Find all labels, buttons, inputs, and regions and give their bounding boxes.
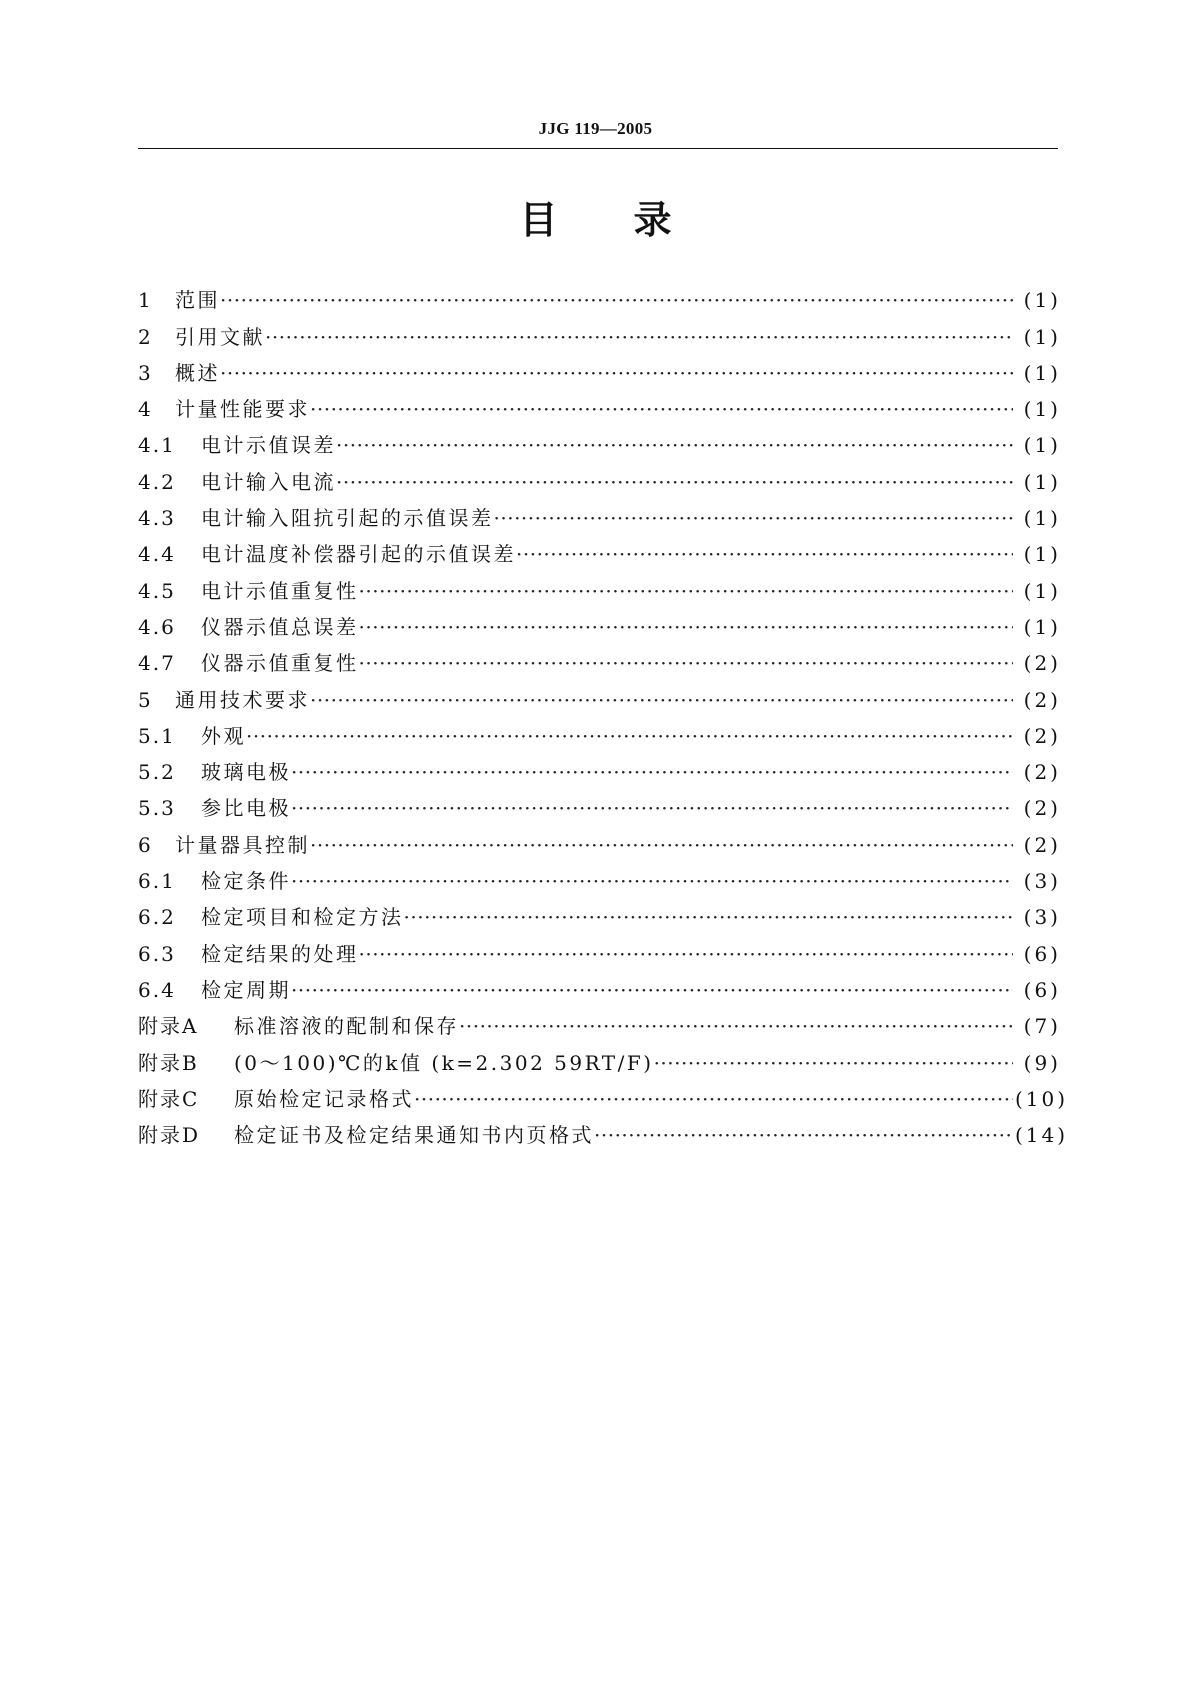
toc-entry-4-6[interactable] (138, 605, 1061, 641)
toc-entry-page: (10) (1015, 1086, 1069, 1111)
toc-entry-5-1[interactable] (138, 714, 1061, 750)
toc-entry-page: (3) (1023, 905, 1061, 930)
toc-entry-page: (1) (1023, 360, 1061, 385)
toc-entry-number: 4.4 (138, 542, 176, 567)
toc-entry-number: 附录B (138, 1050, 199, 1075)
toc-entry-4-2[interactable] (138, 459, 1061, 495)
toc-dot-leader (291, 758, 1013, 786)
toc-entry-page: (1) (1023, 324, 1061, 349)
toc-entry-label: 检定证书及检定结果通知书内页格式 (234, 1123, 594, 1148)
toc-dot-leader (654, 1049, 1013, 1077)
toc-entry-label: 检定结果的处理 (201, 941, 359, 966)
toc-dot-leader (359, 940, 1014, 968)
toc-dot-leader (265, 323, 1013, 351)
toc-dot-leader (310, 395, 1013, 423)
toc-entry-number: 附录A (138, 1014, 199, 1039)
toc-entry-number: 4 (138, 397, 153, 422)
toc-dot-leader (494, 504, 1014, 532)
toc-entry-appendix-d[interactable] (138, 1113, 1069, 1149)
toc-entry-6[interactable] (138, 822, 1061, 858)
toc-entry-4-5[interactable] (138, 568, 1061, 604)
toc-entry-number: 4.3 (138, 506, 176, 531)
toc-entry-6-2[interactable] (138, 895, 1061, 931)
table-of-contents (138, 278, 1069, 1149)
toc-entry-label: 计量器具控制 (175, 832, 310, 857)
toc-entry-4-3[interactable] (138, 496, 1061, 532)
toc-dot-leader (516, 540, 1013, 568)
toc-entry-number: 6.1 (138, 869, 176, 894)
toc-entry-5[interactable] (138, 677, 1061, 713)
toc-entry-page: (2) (1023, 651, 1061, 676)
toc-entry-4[interactable] (138, 387, 1061, 423)
toc-entry-number: 6.3 (138, 941, 176, 966)
toc-entry-page: (1) (1023, 614, 1061, 639)
toc-entry-page: (7) (1023, 1014, 1061, 1039)
toc-dot-leader (594, 1121, 1013, 1149)
toc-entry-label: 原始检定记录格式 (234, 1086, 414, 1111)
toc-entry-label: 玻璃电极 (201, 760, 291, 785)
toc-entry-page: (14) (1015, 1123, 1069, 1148)
toc-dot-leader (310, 686, 1013, 714)
toc-entry-4-7[interactable] (138, 641, 1061, 677)
toc-entry-number: 5 (138, 687, 153, 712)
toc-entry-number: 3 (138, 360, 153, 385)
toc-entry-4-1[interactable] (138, 423, 1061, 459)
toc-dot-leader (291, 976, 1013, 1004)
toc-entry-label: (0～100)℃的k值 (k=2.302 59RT/F) (234, 1050, 654, 1075)
toc-entry-5-2[interactable] (138, 750, 1061, 786)
toc-entry-appendix-a[interactable] (138, 1004, 1061, 1040)
toc-dot-leader (336, 468, 1013, 496)
toc-entry-page: (2) (1023, 760, 1061, 785)
toc-entry-label: 范围 (175, 288, 220, 313)
toc-dot-leader (336, 431, 1013, 459)
toc-entry-6-1[interactable] (138, 859, 1061, 895)
toc-entry-page: (2) (1023, 723, 1061, 748)
toc-dot-leader (359, 577, 1014, 605)
toc-entry-page: (6) (1023, 941, 1061, 966)
toc-entry-page: (1) (1023, 288, 1061, 313)
toc-entry-number: 附录C (138, 1086, 200, 1111)
toc-entry-page: (1) (1023, 397, 1061, 422)
toc-entry-label: 检定周期 (201, 977, 291, 1002)
toc-entry-number: 6 (138, 832, 153, 857)
toc-entry-appendix-b[interactable] (138, 1040, 1061, 1076)
toc-entry-label: 检定条件 (201, 869, 291, 894)
toc-entry-appendix-c[interactable] (138, 1077, 1069, 1113)
toc-dot-leader (220, 359, 1013, 387)
toc-entry-number: 5.1 (138, 723, 176, 748)
toc-entry-page: (2) (1023, 687, 1061, 712)
toc-dot-leader (291, 867, 1013, 895)
toc-entry-number: 6.2 (138, 905, 176, 930)
toc-entry-page: (1) (1023, 433, 1061, 458)
toc-dot-leader (404, 903, 1014, 931)
toc-dot-leader (359, 649, 1014, 677)
toc-entry-page: (1) (1023, 542, 1061, 567)
toc-entry-label: 仪器示值总误差 (201, 614, 359, 639)
toc-entry-page: (1) (1023, 506, 1061, 531)
toc-entry-label: 仪器示值重复性 (201, 651, 359, 676)
toc-entry-label: 标准溶液的配制和保存 (234, 1014, 459, 1039)
toc-entry-number: 4.5 (138, 578, 176, 603)
toc-entry-label: 电计温度补偿器引起的示值误差 (201, 542, 516, 567)
toc-dot-leader (220, 286, 1013, 314)
toc-dot-leader (359, 613, 1014, 641)
toc-entry-label: 电计输入电流 (201, 469, 336, 494)
toc-entry-6-3[interactable] (138, 931, 1061, 967)
toc-entry-label: 引用文献 (175, 324, 265, 349)
toc-entry-4-4[interactable] (138, 532, 1061, 568)
toc-dot-leader (291, 794, 1013, 822)
toc-entry-number: 5.3 (138, 796, 176, 821)
toc-entry-page: (6) (1023, 977, 1061, 1002)
toc-entry-3[interactable] (138, 351, 1061, 387)
toc-entry-2[interactable] (138, 314, 1061, 350)
toc-entry-label: 计量性能要求 (175, 397, 310, 422)
toc-entry-5-3[interactable] (138, 786, 1061, 822)
toc-entry-page: (2) (1023, 796, 1061, 821)
toc-entry-page: (1) (1023, 578, 1061, 603)
toc-entry-number: 6.4 (138, 977, 176, 1002)
toc-entry-label: 外观 (201, 723, 246, 748)
toc-entry-number: 1 (138, 288, 153, 313)
header-divider (138, 148, 1058, 149)
toc-entry-label: 参比电极 (201, 796, 291, 821)
toc-entry-label: 检定项目和检定方法 (201, 905, 404, 930)
toc-entry-number: 4.1 (138, 433, 176, 458)
toc-entry-label: 电计示值误差 (201, 433, 336, 458)
toc-entry-label: 概述 (175, 360, 220, 385)
toc-entry-label: 电计示值重复性 (201, 578, 359, 603)
toc-dot-leader (459, 1012, 1013, 1040)
toc-entry-page: (2) (1023, 832, 1061, 857)
toc-entry-label: 通用技术要求 (175, 687, 310, 712)
toc-entry-page: (1) (1023, 469, 1061, 494)
page-title: 目 录 (519, 198, 672, 242)
toc-entry-number: 4.6 (138, 614, 176, 639)
toc-entry-page: (3) (1023, 869, 1061, 894)
toc-dot-leader (246, 722, 1013, 750)
toc-entry-number: 4.2 (138, 469, 176, 494)
toc-entry-number: 4.7 (138, 651, 176, 676)
toc-entry-number: 2 (138, 324, 153, 349)
toc-dot-leader (310, 831, 1013, 859)
toc-entry-6-4[interactable] (138, 968, 1061, 1004)
toc-entry-page: (9) (1023, 1050, 1061, 1075)
toc-dot-leader (414, 1085, 1013, 1113)
toc-entry-label: 电计输入阻抗引起的示值误差 (201, 506, 494, 531)
document-code-header: JJG 119—2005 (538, 119, 653, 138)
toc-entry-number: 附录D (138, 1123, 201, 1148)
toc-entry-number: 5.2 (138, 760, 176, 785)
toc-entry-1[interactable] (138, 278, 1061, 314)
